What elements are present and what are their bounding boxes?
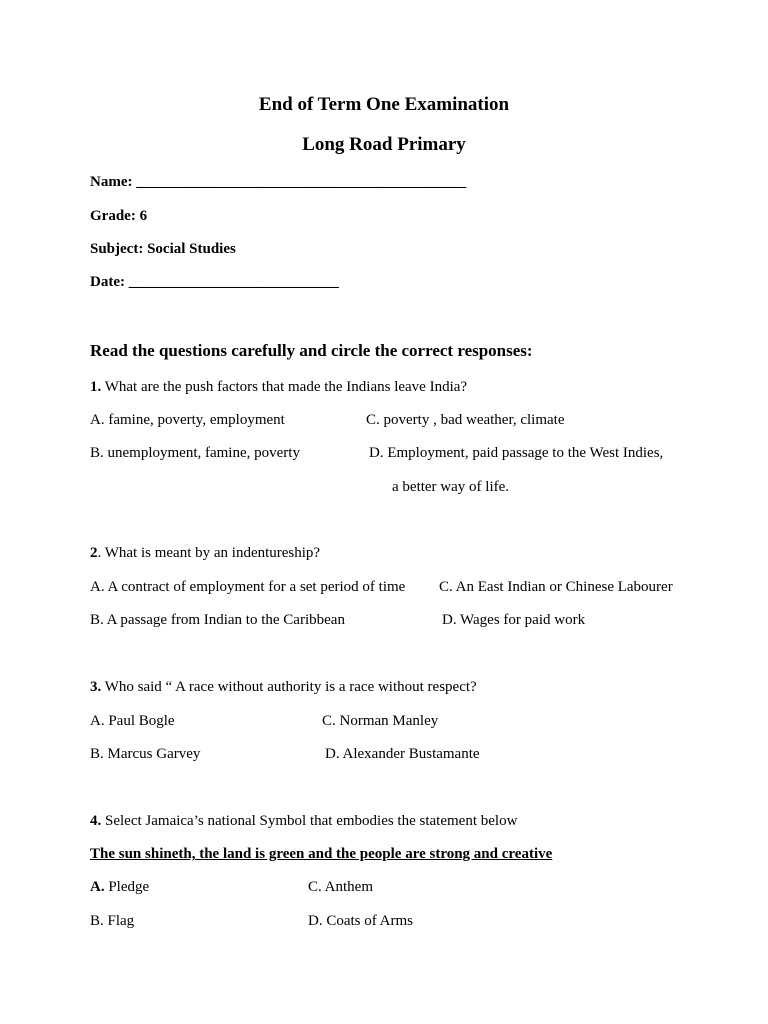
q4-option-d: D. Coats of Arms [308,913,413,929]
question-text: What are the push factors that made the Indians leave India? [101,379,468,395]
q3-option-b: B. Marcus Garvey [90,746,201,762]
instructions: Read the questions carefully and circle the correct responses: [90,341,533,360]
date-field: Date: ____________________________ [90,274,339,290]
question-1 [90,378,467,396]
q2-option-d: D. Wages for paid work [442,612,586,628]
q1-option-c: C. poverty , bad weather, climate [366,412,565,428]
question-text: Who said “ A race without authority is a race without respect? [101,679,477,695]
question-number: 4. [90,813,102,829]
option-text: Pledge [104,879,150,895]
question-text: Select Jamaica’s national Symbol that embodies the statement below [101,813,518,829]
q4-option-b: B. Flag [90,913,135,929]
q1-option-d-continued: a better way of life. [392,479,510,495]
q1-option-b: B. unemployment, famine, poverty [90,445,300,461]
question-number: 3. [90,679,102,695]
q1-option-a: A. famine, poverty, employment [90,412,285,428]
question-number: 1. [90,379,102,395]
q1-option-d: D. Employment, paid passage to the West Indies, [369,445,664,461]
q3-option-c: C. Norman Manley [322,713,439,729]
q3-option-d: D. Alexander Bustamante [325,746,480,762]
subject-field: Subject: Social Studies [90,241,236,257]
school-name: Long Road Primary [302,134,466,155]
question-3 [90,678,477,696]
question-text: . What is meant by an indentureship? [97,545,321,561]
q4-option-a [90,878,149,896]
option-letter: A. [90,879,105,895]
q2-option-b: B. A passage from Indian to the Caribbean [90,612,345,628]
q2-option-a: A. A contract of employment for a set period of time [90,579,406,595]
question-number: 2 [90,545,98,561]
exam-title: End of Term One Examination [258,94,510,115]
question-4 [90,812,517,830]
name-field: Name: ____________________________________________ [90,174,467,190]
q4-statement: The sun shineth, the land is green and the people are strong and creative [90,846,553,862]
q4-option-c: C. Anthem [308,879,374,895]
grade-field: Grade: 6 [90,208,148,224]
q3-option-a: A. Paul Bogle [90,713,175,729]
q2-option-c: C. An East Indian or Chinese Labourer [439,579,673,595]
question-2 [90,544,320,562]
